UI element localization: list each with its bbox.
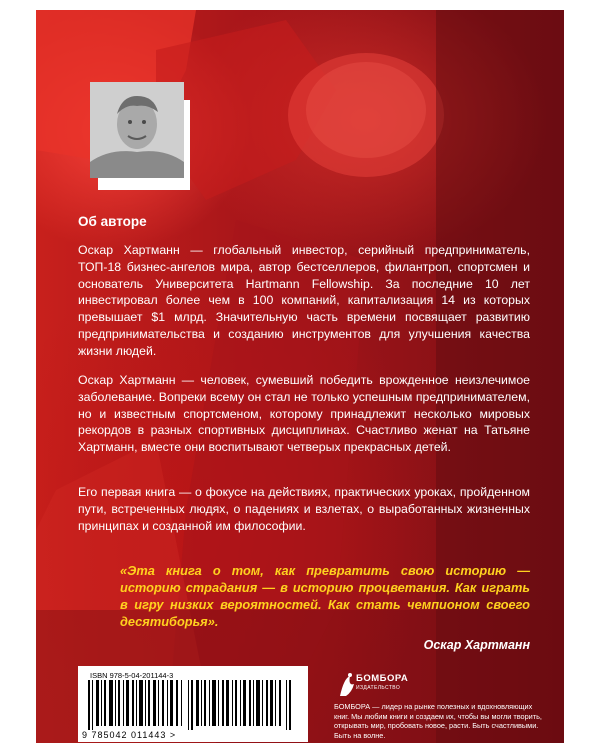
- about-author-heading: Об авторе: [78, 214, 147, 229]
- publisher-subtitle: ИЗДАТЕЛЬСТВО: [356, 685, 401, 691]
- author-bio-paragraph-1: Оскар Хартманн — глобальный инвестор, серийный предприниматель, ТОП-18 бизнес-ангелов мира, автор бестселлеров, филантроп, спортсмен и основатель Университета Hartmann Fellowship. За последние 10 лет инвестировал более чем в 100 компаний, капитализация 14 из которых превышает $1 млрд. Значительную часть времени посвящает развитию предпринимательства и созданию инструментов для улучшения качества жизни людей.: [78, 243, 530, 358]
- author-bio-paragraph-2: Оскар Хартманн — человек, сумевший победить врожденное неизлечимое заболевание. Вопреки всему он стал не только успешным предпринимателем, но и известным спортсменом, которому принадлежит несколько мировых рекордов в разных спортивных дисциплинах. Счастливо женат на Татьяне Хартманн, вместе они воспитывают четверых прекрасных детей.: [78, 373, 530, 455]
- book-quote: «Эта книга о том, как превратить свою историю — историю страдания — в историю процветания. Как играть в игру низких вероятностей. Как стать чемпионом своего десятиборья».: [120, 563, 530, 629]
- publisher-name: БОМБОРА: [356, 673, 409, 684]
- isbn-text: ISBN 978-5-04-201144-3: [90, 671, 174, 680]
- quote-author: Оскар Хартманн: [423, 638, 530, 652]
- barcode-number: 9 785042 011443 >: [82, 730, 177, 740]
- author-portrait: [90, 82, 184, 178]
- book-back-cover: [36, 10, 564, 743]
- barcode-icon: [84, 680, 302, 730]
- barcode-box: [78, 666, 308, 742]
- publisher-description: БОМБОРА — лидер на рынке полезных и вдохновляющих книг. Мы любим книги и создаем их, чтобы вы могли творить, открывать мир, пробовать новое, расти. Быть счастливыми. Быть на волне.: [334, 702, 542, 740]
- author-bio-paragraph-3: Его первая книга — о фокусе на действиях, практических уроках, пройденном пути, встреченных людях, о падениях и взлетах, о выработанных жизненных принципах и созданной им философии.: [78, 485, 530, 533]
